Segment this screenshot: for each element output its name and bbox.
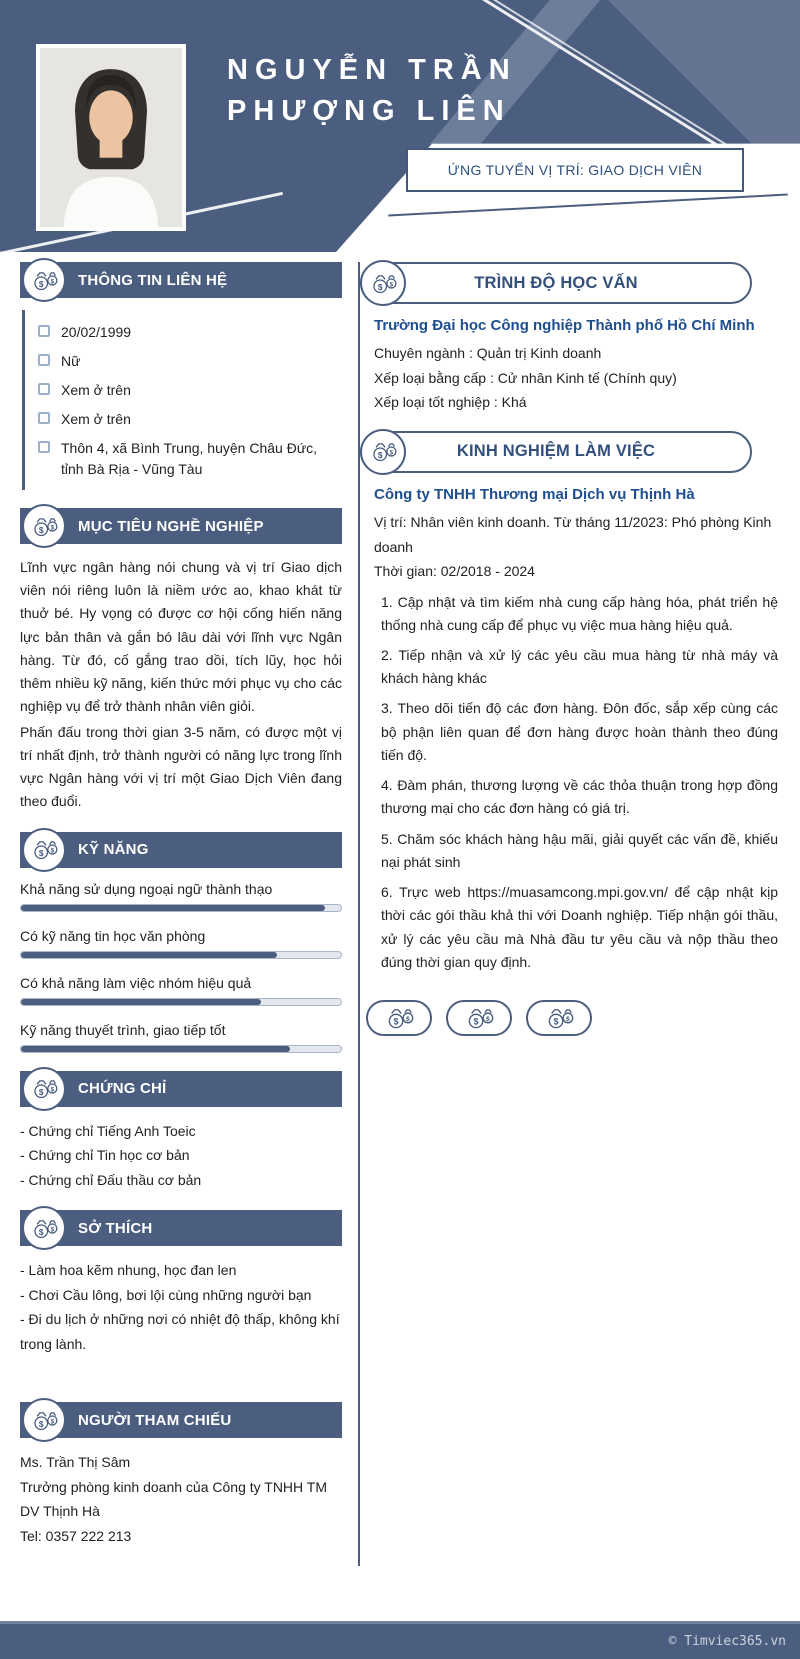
contact-item-text: Xem ở trên [61, 382, 131, 398]
square-bullet-icon [38, 325, 50, 337]
experience-details [360, 483, 780, 974]
section-experience [360, 431, 780, 1036]
decorative-money-bag-row [360, 1000, 780, 1036]
contact-item [38, 409, 342, 430]
svg-text:$: $ [406, 1015, 410, 1023]
section-education [360, 262, 780, 415]
section-education-header [360, 262, 752, 304]
square-bullet-icon [38, 383, 50, 395]
section-references-header [20, 1402, 342, 1438]
money-bags-icon [360, 429, 406, 475]
job-duty: 1. Cập nhật và tìm kiếm nhà cung cấp hàng hóa, phát triển hệ thống nhà cung cấp để phục vụ việc mua hàng hiệu quả. [381, 593, 778, 633]
skill-progress-bar [20, 904, 342, 912]
skill-progress-fill [21, 1046, 290, 1052]
applied-position-box [406, 148, 744, 192]
education-line: Xếp loại tốt nghiệp : Khá [374, 394, 527, 411]
skill-progress-bar [20, 951, 342, 959]
skill-item [20, 975, 342, 1006]
skill-item [20, 1022, 342, 1053]
page-footer [0, 1621, 800, 1659]
square-bullet-icon [38, 441, 50, 453]
svg-text:$: $ [486, 1015, 490, 1023]
education-line: Xếp loại bằng cấp : Cử nhân Kinh tế (Chính quy) [374, 369, 677, 386]
cv-body [0, 252, 800, 1566]
certificate-item: - Chứng chỉ Tiếng Anh Toeic [20, 1122, 196, 1139]
svg-text:$: $ [389, 449, 394, 457]
square-bullet-icon [38, 354, 50, 366]
svg-text:$: $ [393, 1016, 399, 1027]
svg-text:$: $ [38, 847, 44, 858]
section-references [20, 1402, 342, 1548]
candidate-name-line2: PHƯỢNG LIÊN [227, 94, 511, 127]
section-skills [20, 832, 342, 1053]
money-bags-icon [526, 1000, 592, 1036]
money-bags-icon [22, 1398, 66, 1442]
skill-progress-fill [21, 952, 277, 958]
svg-text:$: $ [473, 1016, 479, 1027]
certificate-item: - Chứng chỉ Đấu thầu cơ bản [20, 1171, 202, 1188]
section-experience-title: KINH NGHIỆM LÀM VIỆC [456, 442, 656, 461]
section-certificates-title: CHỨNG CHỈ [78, 1080, 167, 1098]
section-hobbies [20, 1210, 342, 1356]
section-objective-header [20, 508, 342, 544]
job-position: Vị trí: Nhân viên kinh doanh. Từ tháng 11/2023: Phó phòng Kinh doanh [374, 514, 772, 555]
skill-progress-fill [21, 999, 261, 1005]
svg-text:$: $ [377, 281, 383, 292]
left-column [20, 262, 342, 1566]
watermark-text: © Timviec365.vn [668, 1634, 786, 1649]
section-hobbies-title: SỞ THÍCH [78, 1219, 153, 1237]
svg-text:$: $ [389, 280, 394, 288]
money-bags-icon [360, 260, 406, 306]
section-contact [20, 262, 342, 490]
section-hobbies-header [20, 1210, 342, 1246]
money-bags-icon [366, 1000, 432, 1036]
svg-text:$: $ [50, 523, 55, 531]
skill-item [20, 928, 342, 959]
money-bags-icon [22, 828, 66, 872]
contact-item-text: Nữ [61, 353, 81, 369]
reference-role: Trưởng phòng kinh doanh của Công ty TNHH TM DV Thịnh Hà [20, 1478, 328, 1520]
certificates-list [20, 1119, 342, 1193]
svg-text:$: $ [38, 524, 44, 535]
cv-header [0, 0, 800, 252]
job-duty: 3. Theo dõi tiến độ các đơn hàng. Đôn đốc, sắp xếp cùng các bộ phận liên quan để đơn hàng được hoàn thành theo đúng tiến độ. [381, 700, 778, 763]
money-bags-icon [446, 1000, 512, 1036]
reference-name: Ms. Trần Thị Sâm [20, 1454, 131, 1471]
svg-text:$: $ [38, 278, 44, 289]
money-bags-icon [22, 1206, 66, 1250]
money-bags-icon [22, 504, 66, 548]
contact-item [38, 380, 342, 401]
square-bullet-icon [38, 412, 50, 424]
skill-label: Có kỹ năng tin học văn phòng [20, 927, 206, 944]
section-certificates [20, 1071, 342, 1193]
section-education-title: TRÌNH ĐỘ HỌC VẤN [474, 273, 638, 292]
skill-progress-bar [20, 1045, 342, 1053]
money-bags-icon [22, 1067, 66, 1111]
reference-details [20, 1450, 342, 1548]
certificate-item: - Chứng chỉ Tin học cơ bản [20, 1147, 190, 1164]
money-bags-icon [22, 258, 66, 302]
candidate-name-line1: NGUYỄN TRẦN [227, 54, 517, 86]
hobby-item: - Chơi Cầu lông, bơi lội cùng những người bạn [20, 1286, 312, 1303]
section-skills-header [20, 832, 342, 868]
svg-text:$: $ [50, 277, 55, 285]
svg-text:$: $ [377, 450, 383, 461]
objective-paragraph: Phấn đấu trong thời gian 3-5 năm, có được một vị trí nhất định, trở thành người có năng lực trong lĩnh vực Ngân hàng với vị trí một Giao Dịch Viên đang theo đuổi. [20, 723, 342, 810]
svg-text:$: $ [38, 1418, 44, 1429]
hobby-item: - Làm hoa kẽm nhung, học đan len [20, 1262, 237, 1279]
svg-text:$: $ [50, 1417, 55, 1425]
contact-item [38, 322, 342, 343]
education-line: Chuyên ngành : Quản trị Kinh doanh [374, 345, 602, 362]
section-objective [20, 508, 342, 814]
skill-label: Có khả năng làm việc nhóm hiệu quả [20, 974, 252, 991]
section-skills-title: KỸ NĂNG [78, 841, 149, 859]
section-references-title: NGƯỜI THAM CHIẾU [78, 1411, 232, 1429]
contact-list [22, 310, 342, 490]
right-column [358, 262, 780, 1566]
skill-progress-bar [20, 998, 342, 1006]
job-duty: 6. Trực web https://muasamcong.mpi.gov.vn/ để cập nhật kịp thời các gói thầu khả thi với Doanh nghiệp. Tiếp nhận gói thầu, xử lý các yêu cầu mà Nhà đầu tư yêu cầu và nộp thầu theo đúng thời gian quy định. [381, 884, 778, 970]
hobby-item: - Đi du lịch ở những nơi có nhiệt độ thấp, không khí trong lành. [20, 1311, 340, 1352]
hobbies-list [20, 1258, 342, 1356]
applied-position-label: ỨNG TUYỂN VỊ TRÍ: GIAO DỊCH VIÊN [447, 162, 703, 178]
job-duty: 5. Chăm sóc khách hàng hậu mãi, giải quyết các vấn đề, khiếu nại phát sinh [381, 830, 778, 870]
skill-label: Khả năng sử dụng ngoại ngữ thành thạo [20, 880, 273, 897]
contact-item-text: Thôn 4, xã Bình Trung, huyện Châu Đức, tỉnh Bà Rịa - Vũng Tàu [61, 440, 318, 477]
section-objective-title: MỤC TIÊU NGHỀ NGHIỆP [78, 517, 264, 535]
svg-text:$: $ [50, 1225, 55, 1233]
svg-text:$: $ [38, 1226, 44, 1237]
reference-phone: Tel: 0357 222 213 [20, 1527, 132, 1544]
skill-item [20, 881, 342, 912]
contact-item-text: Xem ở trên [61, 411, 131, 427]
section-experience-header [360, 431, 752, 473]
skill-label: Kỹ năng thuyết trình, giao tiếp tốt [20, 1021, 226, 1038]
skill-progress-fill [21, 905, 325, 911]
contact-item [38, 438, 342, 480]
contact-item [38, 351, 342, 372]
contact-item-text: 20/02/1999 [61, 324, 132, 340]
svg-text:$: $ [50, 1086, 55, 1094]
job-duty: 2. Tiếp nhận và xử lý các yêu cầu mua hàng từ nhà máy và khách hàng khác [381, 646, 778, 687]
company-name: Công ty TNHH Thương mại Dịch vụ Thịnh Hà [374, 485, 695, 503]
school-name: Trường Đại học Công nghiệp Thành phố Hồ Chí Minh [374, 317, 755, 334]
job-duration: Thời gian: 02/2018 - 2024 [374, 563, 535, 579]
section-contact-header [20, 262, 342, 298]
education-details [360, 314, 780, 415]
svg-text:$: $ [566, 1015, 570, 1023]
svg-text:$: $ [38, 1086, 44, 1097]
profile-photo [36, 44, 186, 231]
portrait-illustration [40, 48, 182, 227]
candidate-name [227, 50, 517, 131]
decorative-diagonal-line [388, 194, 788, 217]
job-duty: 4. Đàm phán, thương lượng về các thỏa thuận trong hợp đồng thương mại cho các đơn hàng có giá trị. [381, 777, 778, 817]
section-contact-title: THÔNG TIN LIÊN HỆ [78, 271, 228, 289]
section-certificates-header [20, 1071, 342, 1107]
svg-text:$: $ [553, 1016, 559, 1027]
objective-paragraph: Lĩnh vực ngân hàng nói chung và vị trí Giao dịch viên nói riêng luôn là niềm ước ao, khao khát từ thuở bé. Hy vọng có được cơ hội cống hiến năng lực bản thân và gắn bó lâu dài với lĩnh vực Ngân hàng. Từ đó, cố gắng trao dồi, tích lũy, học hỏi thêm nhiều kỹ năng, kiến thức mới phục vụ cho các nghiệp vụ để trở thành nhân viên giỏi. [20, 559, 342, 715]
svg-text:$: $ [50, 847, 55, 855]
